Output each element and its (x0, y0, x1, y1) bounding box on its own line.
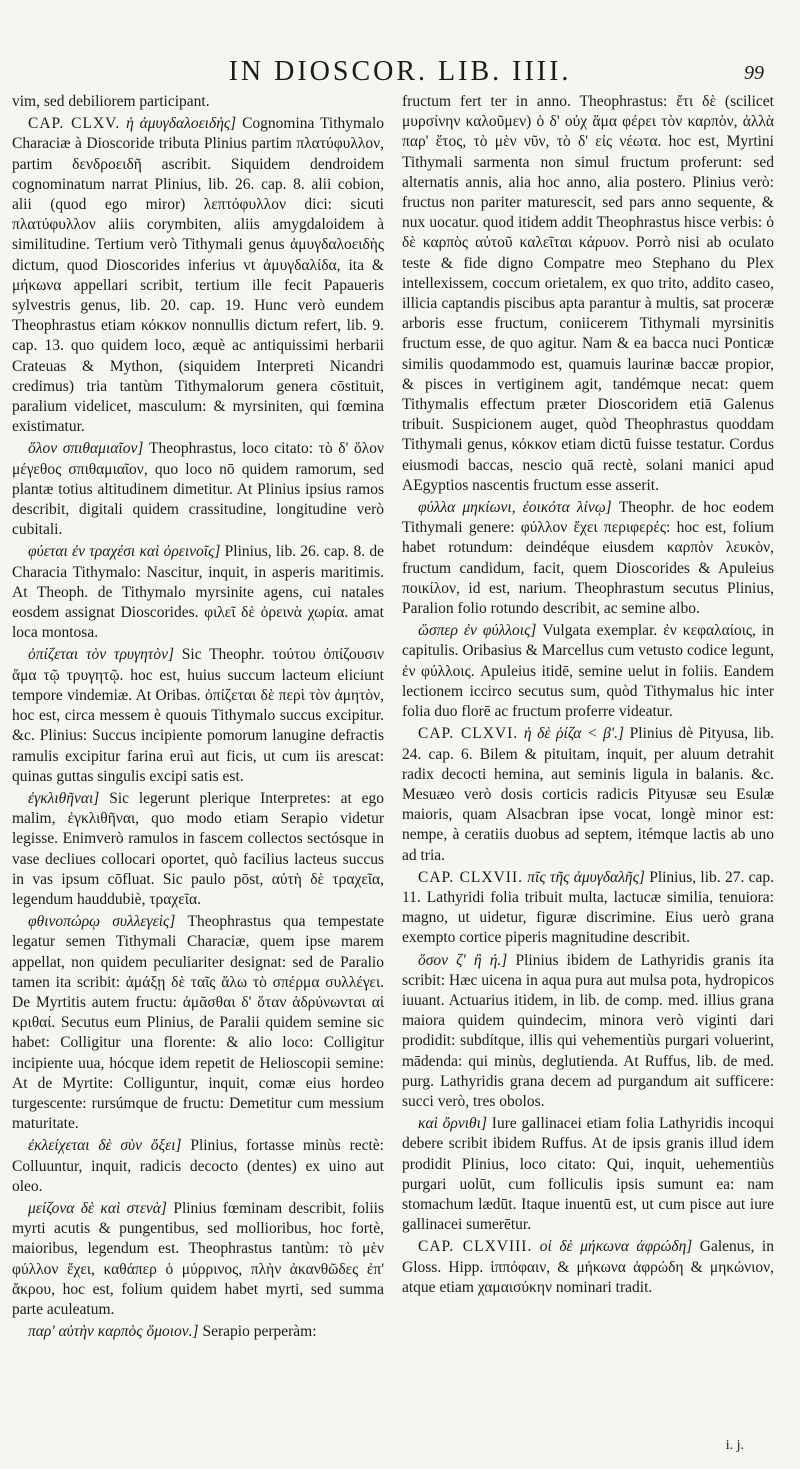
paragraph (12, 1136, 384, 1197)
greek-lemma: πῖς τῆς ἀμυγδαλῆς] (527, 868, 645, 886)
commentary-text: Plinius fœminam describit, foliis myrti acutis & pungentibus, sed mollioribus, hoc fortè, maioribus, legendum est. Theophrastus tantùm: τὸ μὲν φύλλον ἔχει, καθάπερ ὁ μύρρινος, πλὴν ἀκανθῶδες ἐπ' ἄκρου, hoc est, folium quidem habet myrti, sed summa parte aculeatum. (12, 1199, 384, 1318)
greek-lemma: ὀπίζεται τὸν τρυγητὸν] (28, 646, 175, 664)
paragraph (402, 1237, 774, 1298)
page-header (0, 52, 800, 92)
commentary-text: Plinius, lib. 27. cap. 11. Lathyridi folia tribuit multa, lactucæ similia, tenuiora: magno, ut uidetur, figuræ discrimine. Eius uerò grana exempto cortice piperis magnitudine describit. (402, 868, 774, 947)
paragraph (12, 1322, 384, 1342)
greek-lemma: φθινοπώρῳ συλλεγεὶς] (28, 913, 176, 931)
commentary-text: Plinius, lib. 26. cap. 8. de Characia Tithymalo: Nascitur, inquit, in asperis maritimis. At Theoph. de Tithymalo myrsinite agens, cui natales eosdem assignat Dioscorides. φιλεῖ δὲ ὀρεινὰ χωρία. amat loca montosa. (12, 543, 384, 642)
paragraph (12, 542, 384, 643)
commentary-text: Theophr. de hoc eodem Tithymali genere: φύλλον ἔχει περιφερές: hoc est, folium habet rotundum: deindéque eiusdem καρπὸν λευκὸν, fructum candidum, facit, quem Dioscorides & Apuleius ποικίλον, id est, narium. Theophrastum secutus Plinius, Paralion folio rotundo describit, ac semine albo. (402, 499, 775, 618)
commentary-text: Galenus, in Gloss. Hipp. ἱππόφαιν, & μήκωνα ἀφρώδη & μηκώνιον, atque etiam χαμαισύκην nominari tradit. (402, 1238, 774, 1296)
commentary-text: Plinius, fortasse minùs rectè: Colluuntur, inquit, radicis decocto (dentes) ex uino aut oleo. (12, 1137, 384, 1195)
greek-lemma: ἡ ἀμυγδαλοειδὴς] (126, 115, 237, 133)
greek-lemma: ἡ δὲ ῥίζα < β'.] (523, 725, 625, 743)
running-head: IN DIOSCOR. LIB. IIII. (228, 56, 572, 87)
greek-lemma: ἐγκλιθῆναι] (28, 789, 100, 807)
paragraph (12, 439, 384, 540)
commentary-text: Iure gallinacei etiam folia Lathyridis incoqui debere scribit ibidem Ruffus. At de ipsis granis illud idem prodidit Plinius, loco citato: Qui, inquit, uehementiùs purgari uolūt, cum folliculis ipsis sumunt ea: nam stomachum lædūt. Itaque inuentū est, ut cum pisce aut iure gallinacei sumerētur. (402, 1115, 775, 1234)
paragraph (402, 1114, 774, 1235)
commentary-text: Plinius dè Pityusa, lib. 24. cap. 6. Bilem & pituitam, inquit, per aluum detrahit radix decocti hemina, aut seminis ligula in balanis. &c. Mesuæo verò dosis corticis radicis Pityusæ seu Esulæ maioris, quam Alsacbran ipse vocat, longè minor est: nempe, à ceratiis duobus ad septem, itémque lactis ab uno ad tria. (402, 725, 774, 864)
chapter-heading: CAP. CLXVII. (418, 868, 523, 886)
commentary-text: Vulgata exemplar. ἐν κεφαλαίοις, in capitulis. Oribasius & Marcellus cum vetusto codice legunt, ἐν φύλλοις. Apuleius itidē, semine uelut in foliis. Eandem lectionem iccirco secutus sum, quòd Tithymalus hic inter folia duo florē ac fructum proferre videatur. (402, 622, 774, 721)
paragraph (12, 92, 384, 112)
catchword: i. j. (725, 1438, 744, 1453)
right-column (402, 92, 774, 1300)
paragraph (402, 621, 774, 722)
greek-lemma: καὶ ὄρνιθι] (418, 1115, 488, 1133)
commentary-text: Plinius ibidem de Lathyridis granis ita scribit: Hæc uicena in aqua pura aut mulsa pota, hydropicos iuuant. Actuarius itidem, in lib. de comp. med. illius grana maiora quidem quindecim, minora verò viginti dari prodidit: subdítque, illis qui vehementiùs purgari voluerint, mādenda: qui minùs, deglutienda. At Ruffus, lib. de med. purg. Lathyridis grana decem ad purgandum ait sufficere: succi verò, tres obolos. (402, 951, 774, 1110)
paragraph (12, 1199, 384, 1320)
paragraph (12, 645, 384, 786)
greek-lemma: ὥσπερ ἐν φύλλοις] (418, 622, 537, 640)
commentary-text: Sic Theophr. τούτου ὀπίζουσιν ἅμα τῷ τρυγητῷ. hoc est, huius succum lacteum eliciunt tempore vindemiæ. At Oribas. ὀπίζεται δὲ περὶ τὸν ἀμητὸν, hoc est, circa messem è quouis Tithymalo succus excipitur. &c. Plinius: Succus incipiente pomorum lanugine defractis ramulis excipitur farina eruì aut ficis, ut cum iis arescat: quinas guttas singulis excipi satis est. (12, 646, 384, 785)
commentary-text: Sic legerunt plerique Interpretes: at ego malim, ἐγκλιθῆναι, quo modo etiam Serapio videtur legisse. Enimverò ramulos in fascem collectos sectósque in vase decliues collocari oportet, quò facilius lacteus succus in vas ipsum cōfluat. Sic paulo pōst, αὐτὴ δὲ τραχεῖα, legendum hauddubiè, τραχεῖα. (12, 789, 384, 908)
paragraph (402, 92, 774, 496)
greek-lemma: παρ' αὐτὴν καρπὸς ὅμοιον.] (28, 1323, 199, 1341)
greek-lemma: φύλλα μηκίωνι, ἐοικότα λίνῳ] (418, 499, 612, 517)
paragraph (402, 868, 774, 949)
greek-lemma: ὅλον σπιθαμιαῖον] (28, 440, 144, 458)
commentary-text: Theophrastus, loco citato: τὸ δ' ὅλον μέγεθος σπιθαμιαῖον, quo loco nō quidem ramorum, sed plantæ totius altitudinem dimetitur. At Plinius ipsius ramos describit, digitali quidem crassitudine, longitudine verò cubitali. (12, 440, 385, 539)
paragraph (402, 498, 774, 619)
greek-lemma: οἱ δὲ μήκωνα ἀφρώδη] (539, 1238, 693, 1256)
chapter-heading: CAP. CLXVI. (418, 725, 519, 743)
commentary-text: Theophrastus qua tempestate legatur semen Tithymali Characiæ, quem ipse marem appellat, non quidem peculiariter designat: sed de Paralio tamen ita scribit: ἁμάξῃ δὲ ταῖς ἄλω τὸ σπέρμα συλλέγει. De Myrtitis autem fructu: ἀμᾶσθαι δ' ὅταν ἁδρύνωνται αἱ κριθαί. Secutus eum Plinius, de Paralii quidem semine sic habet: Colligitur una florente: & alio loco: Colligitur incipiente uua, hócque idem repetit de Helioscopii semine: At de Myrtite: Colliguntur, inquit, comæ eius hordeo turgescente: rursúmque de fructu: Demetitur cum messium maturitate. (12, 913, 384, 1133)
paragraph (12, 789, 384, 910)
commentary-text: fructum fert ter in anno. Theophrastus: ἔτι δὲ (scilicet μυρσίνην καλοῦμεν) ὁ δ' οὐχ ἅμα φέρει τὸν καρπὸν, ἀλλὰ παρ' ἔτος, τὸ μὲν νῦν, τὸ δ' εἰς νέωτα. hoc est, Myrtini Tithymali sarmenta non simul fructum proferunt: sed alternatis annis, alia hoc anno, alia postero. Plinius verò: fructus non pariter maturescit, sed pars anno sequente, & nux uocatur. quod itidem addit Theophrastus hisce verbis: ὁ δὲ καρπὸς αὐτοῦ καλεῖται κάρυον. Porrò nisi ab oculato teste & fide digno Compatre meo Stephano du Plex intellexissem, coccum orietalem, ex quo trito, addito caseo, illicia captandis piscibus apta parantur à multis, sat proceræ arboris esse fructum, coniicerem Tithymali myrsinitis fructum esse, de quo agitur. Nam & ea bacca nuci Ponticæ similis quodammodo est, quamuis laurinæ baccæ propior, & pisces in vertiginem agit, tandémque necat: quem Tithymalis effectum præter Dioscoridem etiā Galenus tribuit. Suspicionem auget, quòd Theophrastus quoddam Tithymali genus, κόκκον etiam dictū fuisse testatur. Cordus eiusmodi baccas, nescio quā rectè, solani manici apud AEgyptios nascentis fructum esse asserit. (402, 93, 774, 494)
paragraph (12, 114, 384, 437)
greek-lemma: ἐκλείχεται δὲ σὺν ὄξει] (28, 1137, 182, 1155)
page-number: 99 (744, 62, 764, 84)
commentary-text: vim, sed debiliorem participant. (12, 93, 210, 110)
chapter-heading: CAP. CLXV. (28, 115, 121, 133)
chapter-heading: CAP. CLXVIII. (418, 1238, 533, 1256)
commentary-text: Serapio perperàm: (198, 1323, 317, 1341)
greek-lemma: ὅσον ζ' ἢ ή.] (418, 951, 508, 969)
greek-lemma: φύεται ἐν τραχέσι καὶ ὀρεινοῖς] (28, 543, 221, 561)
paragraph (12, 912, 384, 1134)
left-column (12, 92, 384, 1344)
greek-lemma: μείζονα δὲ καὶ στενὰ] (28, 1199, 167, 1217)
paragraph (402, 951, 774, 1113)
paragraph (402, 724, 774, 865)
commentary-text: Cognomina Tithymalo Characiæ à Dioscoride tributa Plinius partim πλατύφυλλον, partim δενδροειδῆ ascribit. Siquidem dendroidem cognominatum narrat Plinius, lib. 26. cap. 8. alii cobion, alii (quod ego miror) λεπτόφυλλον dici: sicuti πλατύφυλλον aliis corymbiten, aliis amygdaloidem à similitudine. Tertium verò Tithymali genus ἀμυγδαλοειδὴς dictum, quod Dioscorides inferius vt ἀμυγδαλίδα, ita & μήκωνα appellari scribit, tertium ille fecit Papaueris sylvestris genus, lib. 20. cap. 19. Hunc verò eundem Theophrastus etiam κόκκον nonnullis dictum refert, lib. 9. cap. 13. quo quidem loco, æquè ac antiquissimi herbarii Crateuas & Mython, (siquidem Interpreti Nicandri credimus) tria tantùm Tithymalorum genera cōstituit, paralium videlicet, masculum: & myrsiniten, qui fœmina existimatur. (12, 115, 384, 436)
